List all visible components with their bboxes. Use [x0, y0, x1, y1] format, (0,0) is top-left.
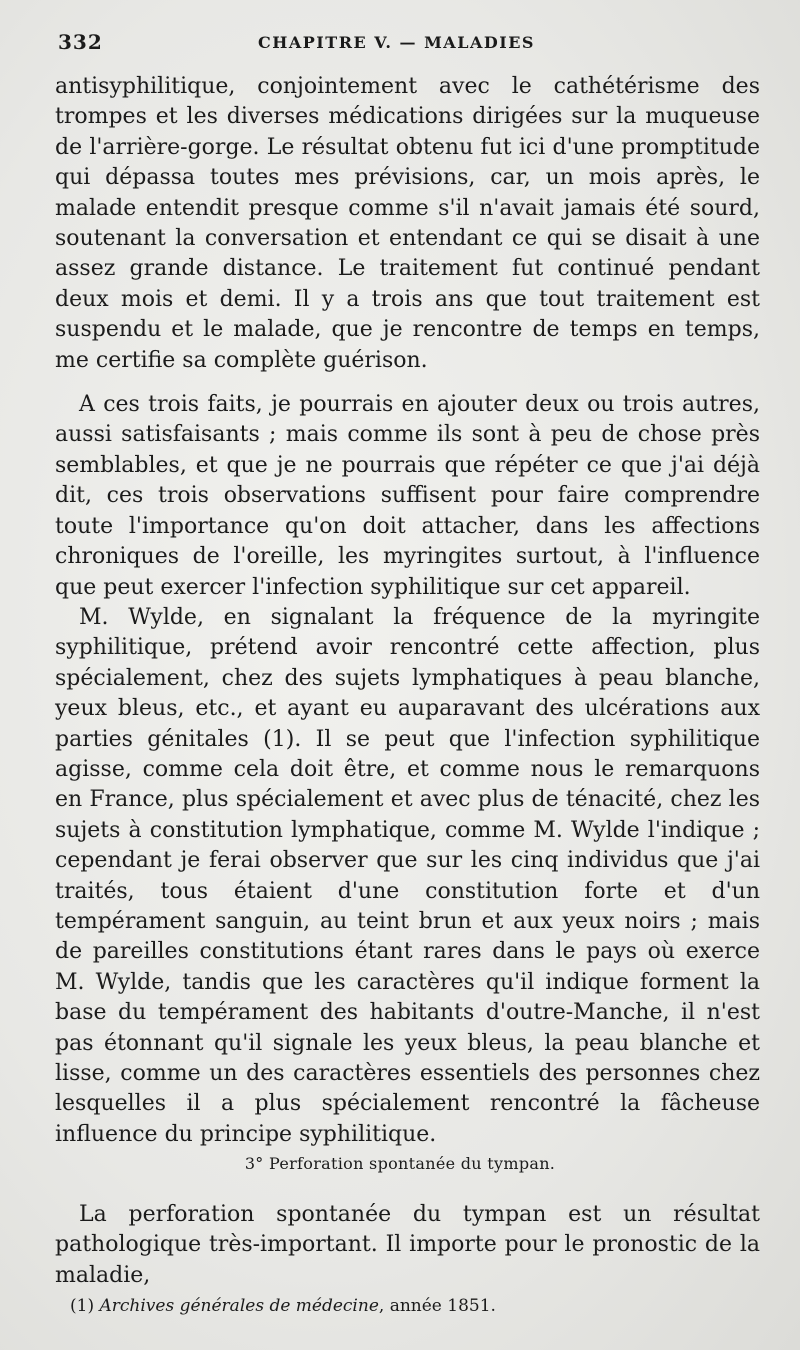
page-header — [58, 30, 760, 60]
footnote — [70, 1296, 496, 1316]
section-subheading: 3° Perforation spontanée du tympan. — [244, 1154, 556, 1173]
main-text — [55, 72, 760, 1150]
running-head: CHAPITRE V. — MALADIES — [258, 33, 535, 52]
paragraph-4: La perforation spontanée du tympan est un résultat pathologique très-important. Il importe pour le pronostic de la maladie, — [55, 1202, 760, 1288]
footnote-year: , année 1851. — [378, 1296, 496, 1316]
section-text — [55, 1200, 760, 1291]
footnote-marker: (1) — [70, 1296, 95, 1316]
page-number: 332 — [58, 30, 103, 54]
footnote-source: Archives générales de médecine — [99, 1296, 379, 1316]
paragraph-1: antisyphilitique, conjointement avec le cathétérisme des trompes et les diverses médications dirigées sur la muqueuse de l'arrière-gorge. Le résultat obtenu fut ici d'une promptitude qui dépassa toutes mes prévisions, car, un mois après, le malade entendit presque comme s'il n'avait jamais été sourd, soutenant la conversation et entendant ce qui se disait à une assez grande distance. Le traitement fut continué pendant deux mois et demi. Il y a trois ans que tout traitement est suspendu et le malade, que je rencontre de temps en temps, me certifie sa complète guérison. — [55, 74, 760, 373]
paragraph-3: M. Wylde, en signalant la fréquence de la myringite syphilitique, prétend avoir rencontré cette affection, plus spécialement, chez des sujets lymphatiques à peau blanche, yeux bleus, etc., et ayant eu auparavant des ulcérations aux parties génitales (1). Il se peut que l'infection syphilitique agisse, comme cela doit être, et comme nous le remarquons en France, plus spécialement et avec plus de ténacité, chez les sujets à constitution lymphatique, comme M. Wylde l'indique ; cependant je ferai observer que sur les cinq individus que j'ai traités, tous étaient d'une constitution forte et d'un tempérament sanguin, au teint brun et aux yeux noirs ; mais de pareilles constitutions étant rares dans le pays où exerce M. Wylde, tandis que les caractères qu'il indique forment la base du tempérament des habitants d'outre-Manche, il n'est pas étonnant qu'il signale les yeux bleus, la peau blanche et lisse, comme un des caractères essentiels des personnes chez lesquelles il a plus spécialement rencontré la fâcheuse influence du principe syphilitique. — [55, 604, 760, 1147]
paragraph-2: A ces trois faits, je pourrais en ajouter deux ou trois autres, aussi satisfaisants ; mais comme ils sont à peu de chose près semblables, et que je ne pourrais que répéter ce que j'ai déjà dit, ces trois observations suffisent pour faire comprendre toute l'importance qu'on doit attacher, dans les affections chroniques de l'oreille, les myringites surtout, à l'influence que peut exercer l'infection syphilitique sur cet appareil. — [55, 392, 760, 600]
